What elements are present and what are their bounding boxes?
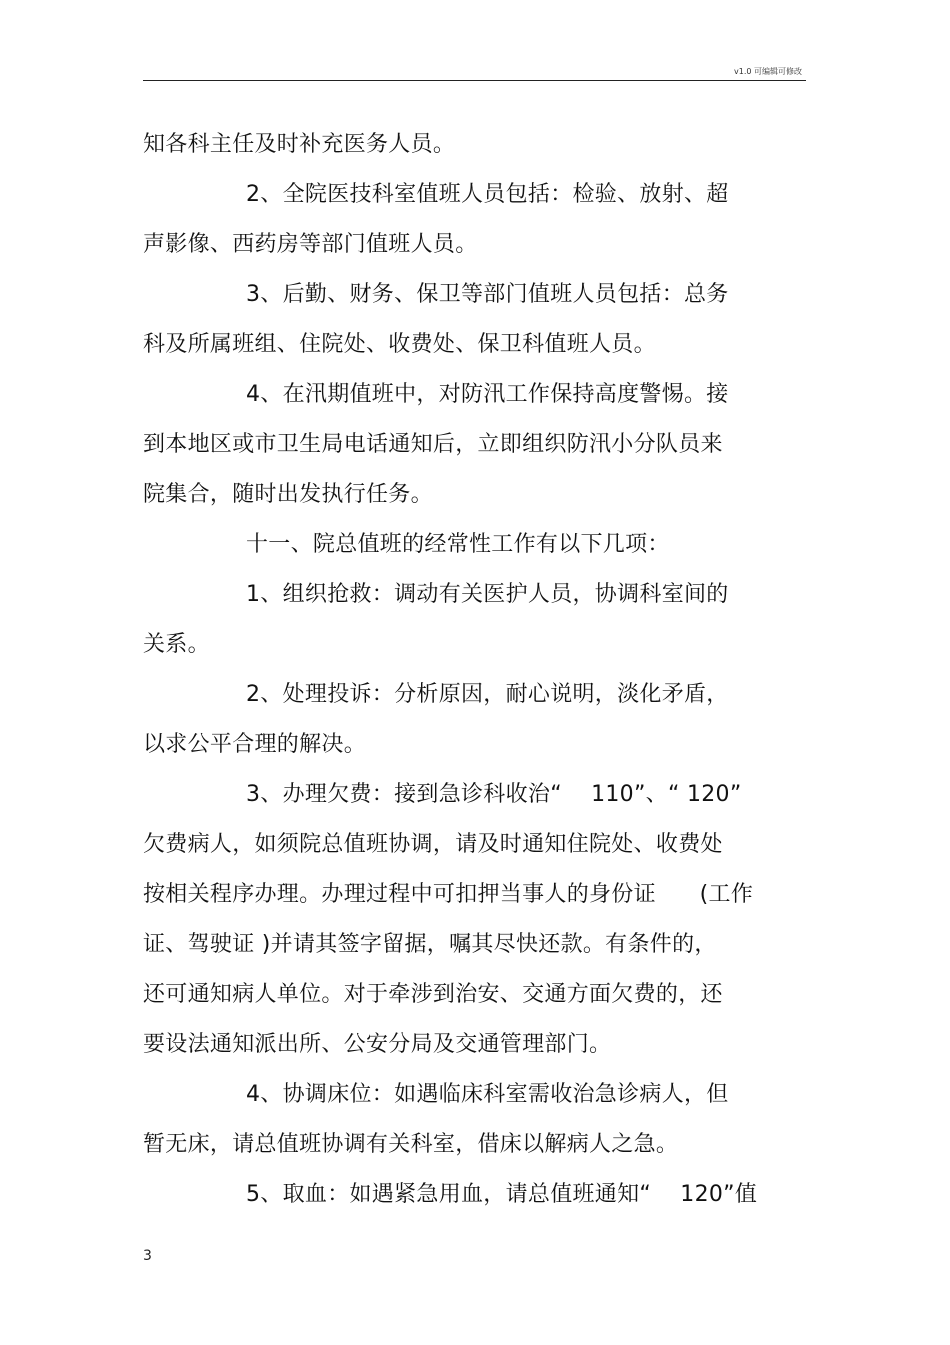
text-line: 十一、院总值班的经常性工作有以下几项： xyxy=(246,532,670,557)
text-line: 4、协调床位：如遇临床科室需收治急诊病人，但 xyxy=(246,1082,729,1107)
text-line: 到本地区或市卫生局电话通知后，立即组织防汛小分队员来 xyxy=(143,432,723,457)
body-text xyxy=(143,120,806,1220)
text-line: 2、全院医技科室值班人员包括：检验、放射、超 xyxy=(246,182,729,207)
text-line: 2、处理投诉：分析原因，耐心说明，淡化矛盾， xyxy=(246,682,729,707)
text-line: 4、在汛期值班中，对防汛工作保持高度警惕。接 xyxy=(246,382,729,407)
text-line: 5、取血：如遇紧急用血，请总值班通知“ 120”值 xyxy=(246,1182,758,1207)
text-line: 欠费病人，如须院总值班协调，请及时通知住院处、收费处 xyxy=(143,832,723,857)
text-line: 科及所属班组、住院处、收费处、保卫科值班人员。 xyxy=(143,332,656,357)
page-number: 3 xyxy=(143,1248,152,1264)
text-line: 院集合，随时出发执行任务。 xyxy=(143,482,433,507)
text-line: 证、驾驶证 )并请其签字留据，嘱其尽快还款。有条件的， xyxy=(143,932,717,957)
text-line: 要设法通知派出所、公安分局及交通管理部门。 xyxy=(143,1032,612,1057)
header-divider xyxy=(143,80,806,81)
text-line: 3、办理欠费：接到急诊科收治“ 110”、“ 120” xyxy=(246,782,742,807)
text-line: 暂无床，请总值班协调有关科室，借床以解病人之急。 xyxy=(143,1132,679,1157)
text-line: 3、后勤、财务、保卫等部门值班人员包括：总务 xyxy=(246,282,729,307)
text-line: 以求公平合理的解决。 xyxy=(143,732,367,757)
text-line: 1、组织抢救：调动有关医护人员，协调科室间的 xyxy=(246,582,729,607)
text-line: 声影像、西药房等部门值班人员。 xyxy=(143,232,478,257)
text-line: 知各科主任及时补充医务人员。 xyxy=(143,132,456,157)
header-version-note: v1.0 可编辑可修改 xyxy=(734,67,802,76)
text-line: 还可通知病人单位。对于牵涉到治安、交通方面欠费的，还 xyxy=(143,982,723,1007)
text-line: 关系。 xyxy=(143,632,210,657)
text-line: 按相关程序办理。办理过程中可扣押当事人的身份证 (工作 xyxy=(143,882,754,907)
